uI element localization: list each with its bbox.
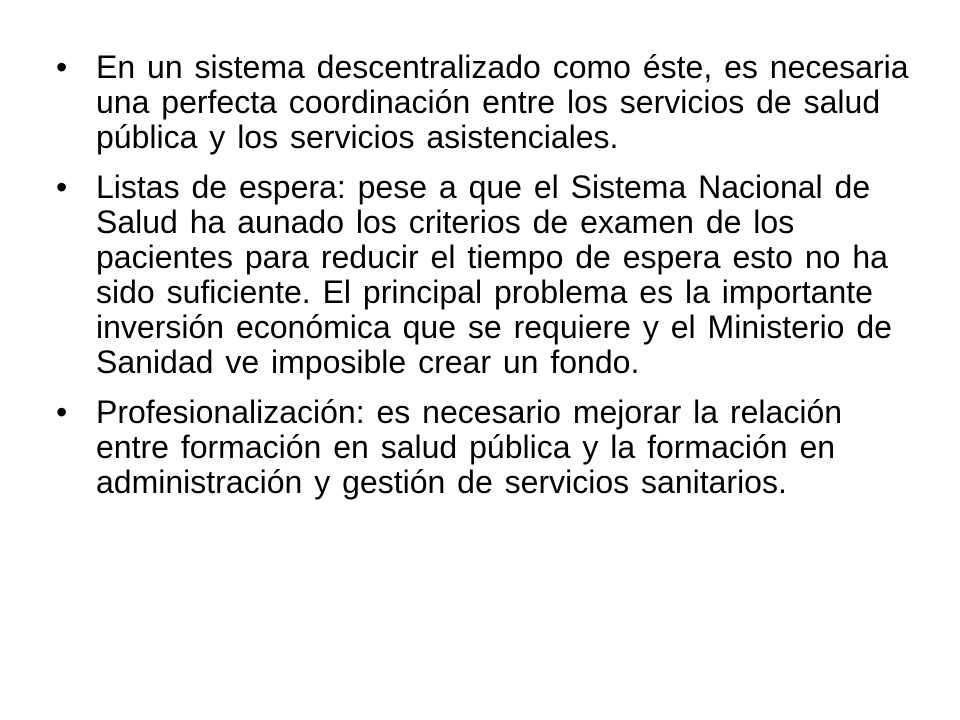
bullet-marker: • [56,394,68,430]
bullet-list [56,50,916,515]
bullet-text: Profesionalización: es necesario mejorar la relación entre formación en salud pública y la formación en administración y gestión de servicios sanitarios. [96,394,843,500]
bullet-item-waiting-lists [56,170,916,380]
bullet-text: Listas de espera: pese a que el Sistema Nacional de Salud ha aunado los criterios de examen de los pacientes para reducir el tiempo de espera esto no ha sido suficiente. El principal problema es la importante inversión económica que se requiere y el Ministerio de Sanidad ve imposible crear un fondo. [96,169,892,380]
bullet-text: En un sistema descentralizado como éste, es necesaria una perfecta coordinación entre los servicios de salud pública y los servicios asistenciales. [96,49,909,155]
bullet-marker: • [56,49,68,85]
bullet-item-coordination [56,50,916,155]
bullet-marker: • [56,169,68,205]
bullet-item-professionalization [56,395,916,500]
